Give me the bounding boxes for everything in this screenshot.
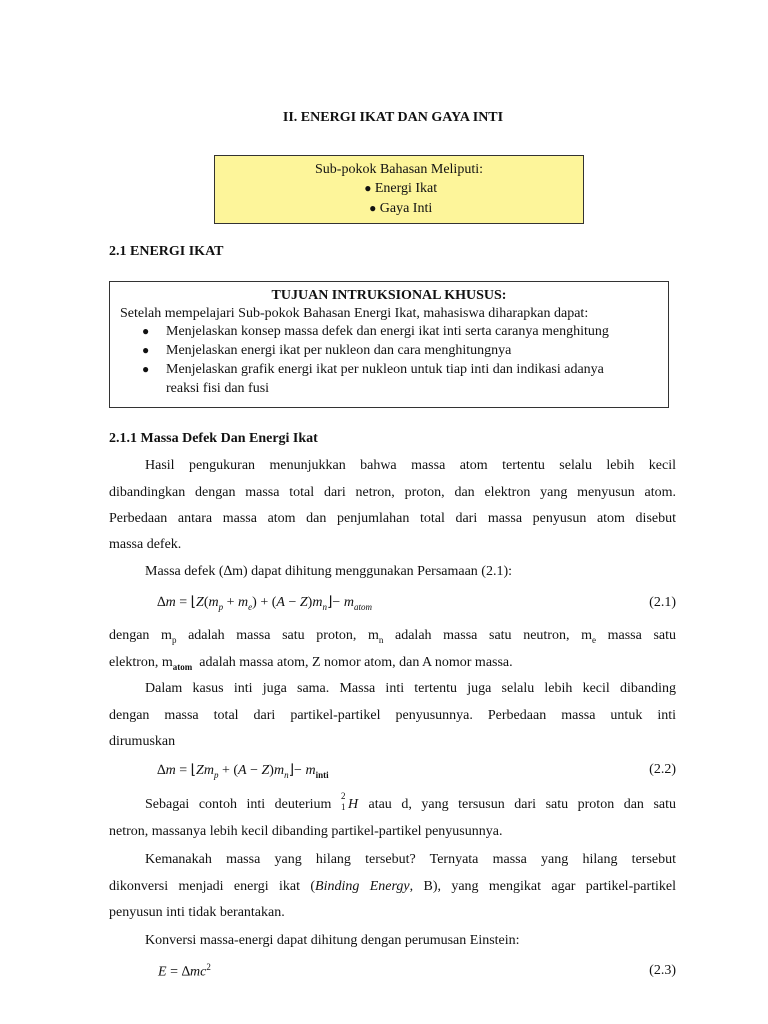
subtopic-box [214,155,584,224]
bullet-icon: ● [142,324,150,338]
subtopic-heading: Sub-pokok Bahasan Meliputi: [315,162,483,177]
paragraph-line: Kemanakah massa yang hilang tersebut? Ternyata massa yang hilang tersebut [145,852,676,867]
paragraph-line: Massa defek (∆m) dapat dihitung menggunakan Persamaan (2.1): [145,564,513,579]
section-heading: 2.1 ENERGI IKAT [109,244,224,259]
subsection-heading: 2.1.1 Massa Defek Dan Energi Ikat [109,431,318,446]
bullet-icon: ● [142,362,150,376]
paragraph-line: dengan $m_p$ adalah massa satu proton, $m_n$ adalah massa satu neutron, $m_e$ massa satu [109,628,677,645]
objectives-heading: TUJUAN INTRUKSIONAL KHUSUS: [271,288,507,303]
paragraph-line: netron, massanya lebih kecil dibanding partikel-partikel penyusunnya. [109,824,503,839]
deuterium-symbol: 2 1 H [340,791,359,812]
paragraph-line: Dalam kasus inti juga sama. Massa inti tertentu juga selalu lebih kecil dibanding [145,681,676,696]
equation-number: (2.1) [649,595,676,610]
paragraph-line: penyusun inti tidak berantakan. [109,905,285,920]
paragraph-line: dirumuskan [109,734,176,749]
equation-number: (2.3) [649,963,676,978]
paragraph-line: massa defek. [109,537,182,552]
chapter-title: II. ENERGI IKAT DAN GAYA INTI [282,110,504,125]
subtopic-item: ● Gaya Inti [215,201,583,217]
paragraph-line: dibandingkan dengan massa total dari netron, proton, dan elektron yang menyusun atom. [109,485,676,500]
paragraph-line: dengan massa total dari partikel-partikel penyusunnya. Perbedaan massa untuk inti [109,708,676,723]
paragraph-line: elektron, $m_{atom}$ adalah massa atom, Z nomor atom, dan A nomor massa. [109,655,513,672]
bullet-icon: ● [142,343,150,357]
equation-number: (2.2) [649,762,676,777]
equation-2-2: $\Delta m = ⌊Zm_p + (A$ − $Z)m_n⌋- m_{inti}$ [157,763,329,780]
paragraph-line: Perbedaan antara massa atom dan penjumlahan total dari massa penyusun atom disebut [109,511,676,526]
paragraph-line: dikonversi menjadi energi ikat (Binding Energy, B), yang mengikat agar partikel-partikel [109,879,676,894]
objectives-intro: Setelah mempelajari Sub-pokok Bahasan Energi Ikat, mahasiswa diharapkan dapat: [120,306,589,321]
objectives-box: TUJUAN INTRUKSIONAL KHUSUS: Setelah mempelajari Sub-pokok Bahasan Energi Ikat, mahasiswa diharapkan dapat: ● Menjelaskan konsep massa defek dan energi ikat inti serta caranya menghitung ● Menjelaskan energi ikat per nukleon dan cara menghitungnya ● Menjelaskan grafik energi ikat per nukleon untuk tiap inti dan indikasi adanya reaksi fisi dan fusi [109,281,669,408]
equation-2-1: $\Delta m = ⌊Z(m_p + m_e) + (A$ − $Z)m_n⌋- m_{atom}$ [157,595,372,612]
subtopic-item: ● Energi Ikat [215,181,583,197]
paragraph-line: Sebagai contoh inti deuterium 2 1 H atau d, yang tersusun dari satu proton dan satu [145,791,677,812]
bullet-icon: ● [364,181,372,195]
paragraph-line: Konversi massa-energi dapat dihitung dengan perumusan Einstein: [145,933,520,948]
equation-2-3: $E = \Delta mc^2$ [158,962,211,980]
bullet-icon: ● [369,201,377,215]
paragraph-line: Hasil pengukuran menunjukkan bahwa massa atom tertentu selalu lebih kecil [145,458,676,473]
